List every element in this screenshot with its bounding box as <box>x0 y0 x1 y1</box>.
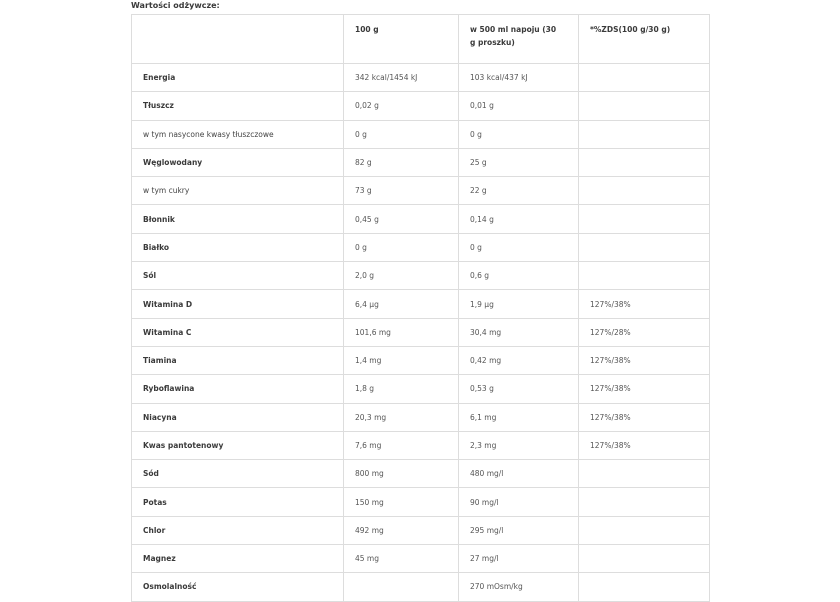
nutrition-table <box>131 14 710 602</box>
cell-per-100g: 0,02 g <box>344 92 459 120</box>
cell-per-100g: 0,45 g <box>344 205 459 233</box>
cell-per-100g: 0 g <box>344 233 459 261</box>
cell-per-100g <box>344 573 459 601</box>
cell-rws <box>579 92 710 120</box>
cell-nutrient-name: Witamina C <box>132 318 344 346</box>
cell-nutrient-name: w tym cukry <box>132 177 344 205</box>
table-header-row <box>132 15 710 64</box>
cell-per-100g: 1,4 mg <box>344 346 459 374</box>
header-cell-rws: *%ZDS(100 g/30 g) <box>579 15 710 64</box>
cell-per-500ml: 30,4 mg <box>459 318 579 346</box>
table-row <box>132 262 710 290</box>
table-row <box>132 488 710 516</box>
cell-nutrient-name: Białko <box>132 233 344 261</box>
cell-per-500ml: 0 g <box>459 120 579 148</box>
table-row <box>132 148 710 176</box>
table-row <box>132 233 710 261</box>
table-row <box>132 92 710 120</box>
table-row <box>132 516 710 544</box>
cell-rws <box>579 64 710 92</box>
cell-nutrient-name: Witamina D <box>132 290 344 318</box>
cell-nutrient-name: w tym nasycone kwasy tłuszczowe <box>132 120 344 148</box>
cell-per-500ml: 0,53 g <box>459 375 579 403</box>
cell-nutrient-name: Niacyna <box>132 403 344 431</box>
cell-per-100g: 7,6 mg <box>344 431 459 459</box>
cell-rws <box>579 233 710 261</box>
table-row <box>132 545 710 573</box>
table-heading: Wartości odżywcze: <box>131 1 220 10</box>
cell-rws <box>579 573 710 601</box>
cell-per-100g: 20,3 mg <box>344 403 459 431</box>
cell-per-500ml: 0,42 mg <box>459 346 579 374</box>
cell-nutrient-name: Magnez <box>132 545 344 573</box>
cell-rws <box>579 545 710 573</box>
cell-per-100g: 2,0 g <box>344 262 459 290</box>
table-row <box>132 120 710 148</box>
table-row <box>132 205 710 233</box>
cell-nutrient-name: Tiamina <box>132 346 344 374</box>
cell-per-500ml: 103 kcal/437 kJ <box>459 64 579 92</box>
cell-per-100g: 73 g <box>344 177 459 205</box>
cell-nutrient-name: Osmolalność <box>132 573 344 601</box>
cell-per-100g: 101,6 mg <box>344 318 459 346</box>
cell-per-500ml: 480 mg/l <box>459 460 579 488</box>
cell-nutrient-name: Błonnik <box>132 205 344 233</box>
table-row <box>132 64 710 92</box>
cell-per-100g: 342 kcal/1454 kJ <box>344 64 459 92</box>
table-row <box>132 460 710 488</box>
cell-per-100g: 800 mg <box>344 460 459 488</box>
cell-rws: 127%/38% <box>579 290 710 318</box>
cell-per-500ml: 295 mg/l <box>459 516 579 544</box>
cell-per-100g: 150 mg <box>344 488 459 516</box>
cell-nutrient-name: Chlor <box>132 516 344 544</box>
table-row <box>132 403 710 431</box>
cell-per-500ml: 0,14 g <box>459 205 579 233</box>
cell-per-500ml: 90 mg/l <box>459 488 579 516</box>
cell-rws: 127%/28% <box>579 318 710 346</box>
table-row <box>132 318 710 346</box>
cell-nutrient-name: Tłuszcz <box>132 92 344 120</box>
cell-per-100g: 492 mg <box>344 516 459 544</box>
table-row <box>132 177 710 205</box>
cell-nutrient-name: Potas <box>132 488 344 516</box>
cell-per-500ml: 1,9 μg <box>459 290 579 318</box>
cell-per-500ml: 25 g <box>459 148 579 176</box>
cell-nutrient-name: Energia <box>132 64 344 92</box>
cell-nutrient-name: Sól <box>132 262 344 290</box>
cell-nutrient-name: Węglowodany <box>132 148 344 176</box>
cell-per-100g: 1,8 g <box>344 375 459 403</box>
header-cell-per-500ml: w 500 ml napoju (30 g proszku) <box>459 15 579 64</box>
cell-per-500ml: 22 g <box>459 177 579 205</box>
cell-per-100g: 82 g <box>344 148 459 176</box>
cell-rws <box>579 488 710 516</box>
table-row <box>132 573 710 601</box>
cell-rws <box>579 516 710 544</box>
cell-per-100g: 45 mg <box>344 545 459 573</box>
cell-nutrient-name: Kwas pantotenowy <box>132 431 344 459</box>
cell-nutrient-name: Sód <box>132 460 344 488</box>
cell-rws <box>579 460 710 488</box>
cell-rws: 127%/38% <box>579 403 710 431</box>
cell-rws: 127%/38% <box>579 375 710 403</box>
cell-per-500ml: 2,3 mg <box>459 431 579 459</box>
cell-per-500ml: 0,01 g <box>459 92 579 120</box>
cell-per-100g: 0 g <box>344 120 459 148</box>
cell-rws <box>579 177 710 205</box>
cell-rws <box>579 148 710 176</box>
table-row <box>132 290 710 318</box>
cell-per-500ml: 270 mOsm/kg <box>459 573 579 601</box>
cell-per-500ml: 0 g <box>459 233 579 261</box>
table-row <box>132 375 710 403</box>
cell-rws: 127%/38% <box>579 431 710 459</box>
cell-rws: 127%/38% <box>579 346 710 374</box>
header-cell-per-100g: 100 g <box>344 15 459 64</box>
table-row <box>132 346 710 374</box>
cell-nutrient-name: Ryboflawina <box>132 375 344 403</box>
cell-rws <box>579 120 710 148</box>
cell-per-500ml: 0,6 g <box>459 262 579 290</box>
cell-per-500ml: 6,1 mg <box>459 403 579 431</box>
cell-per-500ml: 27 mg/l <box>459 545 579 573</box>
table-row <box>132 431 710 459</box>
cell-rws <box>579 205 710 233</box>
header-cell-name <box>132 15 344 64</box>
cell-rws <box>579 262 710 290</box>
cell-per-100g: 6,4 μg <box>344 290 459 318</box>
